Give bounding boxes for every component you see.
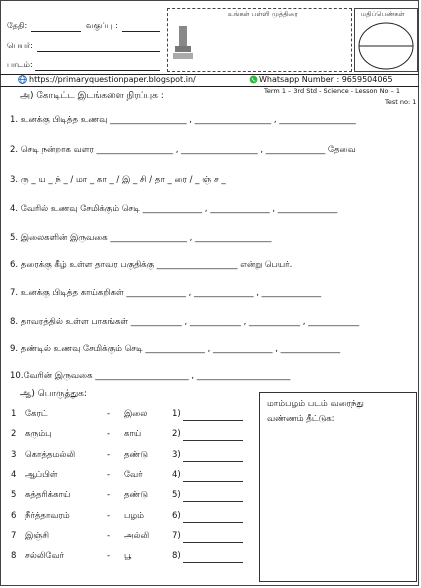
match-left-item: கேரட் bbox=[25, 409, 48, 419]
match-left-item: நீர்த்தாவரம் bbox=[25, 510, 70, 521]
class-label: வகுப்பு : bbox=[86, 21, 118, 30]
question-7: 7. உனக்கு பிடித்த காய்கறிகள் ______________ , ______________ , ______________ bbox=[10, 288, 322, 298]
match-answer-blank bbox=[183, 461, 243, 462]
question-5: 5. இலைகளின் இருவகை __________________ , __________________ bbox=[10, 233, 272, 243]
match-answer-blank bbox=[183, 440, 243, 441]
match-row-number: 4 bbox=[11, 469, 17, 480]
match-answer-index: 3) bbox=[172, 449, 181, 460]
score-circle bbox=[357, 19, 415, 71]
website-link[interactable]: https://primaryquestionpaper.blogspot.in/ bbox=[29, 75, 196, 84]
match-left-item: சல்லிவேர் bbox=[25, 551, 65, 562]
question-10: 10.வேரின் இருவகை ______________________ , ______________________ bbox=[10, 371, 291, 381]
marks-title: மதிப்பெண்கள் bbox=[361, 10, 405, 18]
match-dash: - bbox=[107, 469, 111, 480]
match-right-item: பூ bbox=[124, 551, 132, 562]
match-answer-index: 8) bbox=[172, 551, 181, 562]
match-dash: - bbox=[107, 429, 111, 440]
match-answer-blank bbox=[183, 522, 243, 523]
match-answer-blank bbox=[183, 420, 243, 421]
match-right-item: தண்டு bbox=[124, 449, 148, 460]
date-blank bbox=[31, 31, 81, 32]
question-2: 2. செடி நன்றாக வளர __________________ , __________________ , ______________ தேவை bbox=[10, 145, 356, 155]
match-row-number: 3 bbox=[11, 449, 17, 460]
match-answer-blank bbox=[183, 501, 243, 502]
match-right-item: அல்லி bbox=[124, 530, 150, 541]
match-answer-index: 6) bbox=[172, 510, 181, 521]
match-answer-index: 4) bbox=[172, 469, 181, 480]
subject-label: பாடம்: bbox=[7, 60, 33, 69]
question-6: 6. தரைக்கு கீழ் உள்ள தாவர பகுதிக்கு ___________________ என்று பெயர். bbox=[10, 260, 293, 270]
match-dash: - bbox=[107, 510, 111, 521]
match-row-number: 2 bbox=[11, 429, 17, 440]
section-b-title: ஆ) பொருத்துக: bbox=[20, 389, 87, 399]
name-blank bbox=[37, 51, 160, 52]
match-row-number: 6 bbox=[11, 510, 17, 521]
match-dash: - bbox=[107, 551, 111, 562]
section-a-title: அ) கோடிட்ட இடங்களை நிரப்புக : bbox=[20, 91, 164, 101]
term-info: Term 1 – 3rd Std - Science - Lesson No – 1 bbox=[264, 87, 400, 95]
match-row-number: 7 bbox=[11, 530, 17, 541]
match-answer-index: 5) bbox=[172, 490, 181, 501]
test-number: Test no: 1 bbox=[385, 98, 417, 106]
drawing-instruction: மாம்பழம் படம் வரைந்து வண்ணம் தீட்டுக: bbox=[267, 399, 364, 424]
question-4: 4. வேரில் உணவு சேமிக்கும் செடி ______________ , ______________ , ______________ bbox=[10, 204, 338, 214]
name-label: பெயர்: bbox=[7, 41, 33, 50]
match-answer-index: 1) bbox=[172, 409, 181, 419]
match-answer-index: 2) bbox=[172, 429, 181, 440]
whatsapp-icon bbox=[249, 75, 258, 84]
match-answer-blank bbox=[183, 481, 243, 482]
date-label: தேதி: bbox=[7, 21, 28, 30]
match-row-number: 5 bbox=[11, 490, 17, 501]
drawing-box bbox=[259, 392, 417, 582]
match-left-item: கொத்தமல்லி bbox=[25, 449, 76, 460]
question-1: 1. உனக்கு பிடித்த உணவு __________________ , __________________ , __________________ bbox=[10, 115, 356, 125]
match-row-number: 1 bbox=[11, 409, 17, 419]
question-9: 9. தண்டில் உணவு சேமிக்கும் செடி ______________ , ______________ , ______________ bbox=[10, 344, 341, 354]
match-dash: - bbox=[107, 449, 111, 460]
match-left-item: கரும்பு bbox=[25, 429, 52, 440]
match-dash: - bbox=[107, 409, 111, 419]
subject-blank bbox=[35, 70, 160, 71]
match-left-item: இஞ்சி bbox=[25, 530, 50, 541]
stamp-icon bbox=[172, 24, 194, 64]
match-left-item: கத்தரிக்காய் bbox=[25, 490, 71, 501]
match-dash: - bbox=[107, 490, 111, 501]
match-right-item: பழம் bbox=[124, 510, 145, 521]
match-right-item: வேர் bbox=[124, 469, 143, 480]
question-8: 8. தாவரத்தில் உள்ள பாகங்கள் ____________ , ____________ , ____________ , ____________ bbox=[10, 317, 360, 327]
match-row-number: 8 bbox=[11, 551, 17, 562]
match-answer-blank bbox=[183, 562, 243, 563]
question-3: 3. ரு _ ய _ ந் _ / மா _ கா _ / இ _ சி / தா _ ரை / _ ஞ் ச _ bbox=[10, 175, 226, 185]
globe-icon bbox=[18, 75, 27, 84]
match-answer-blank bbox=[183, 542, 243, 543]
match-dash: - bbox=[107, 530, 111, 541]
match-answer-index: 7) bbox=[172, 530, 181, 541]
match-right-item: காய் bbox=[124, 429, 142, 440]
match-right-item: இலை bbox=[124, 409, 148, 419]
whatsapp-number: Whatsapp Number : 9659504065 bbox=[259, 75, 393, 84]
class-blank bbox=[122, 31, 160, 32]
stamp-title: உங்கள் பள்ளி முத்திரை bbox=[228, 10, 298, 18]
match-left-item: ஆப்பிள் bbox=[25, 469, 58, 480]
match-right-item: தண்டு bbox=[124, 490, 148, 501]
